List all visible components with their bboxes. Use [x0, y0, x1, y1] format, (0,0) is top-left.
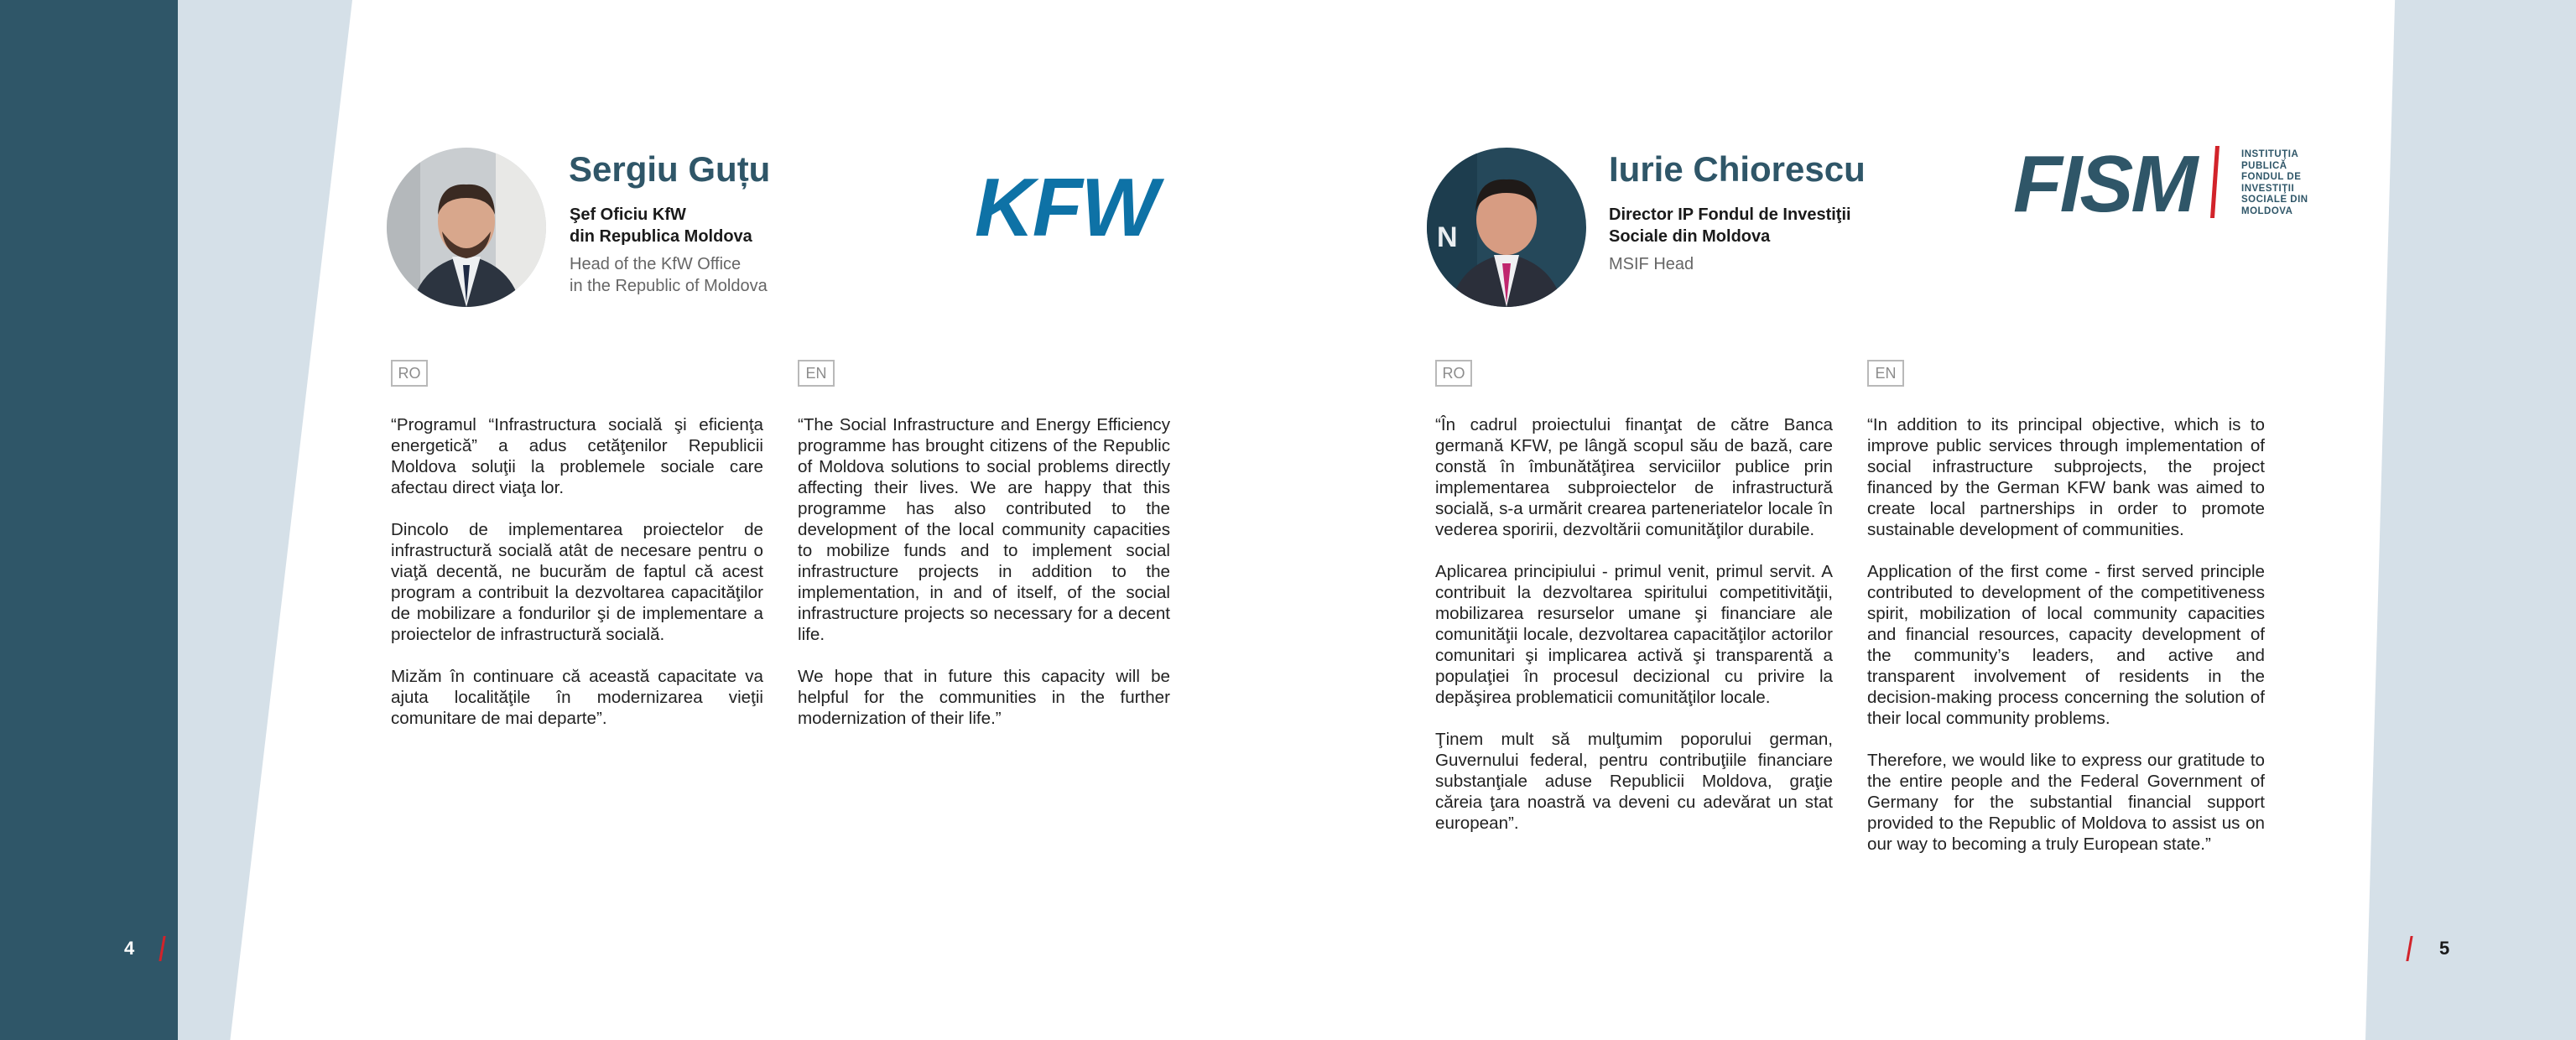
- lang-label-en: EN: [798, 360, 835, 387]
- quote-paragraph: “In addition to its principal objective, which is to improve public services through implementation of social infrastructure subprojects, the project financed by the German KFW bank was aimed to create local partnerships in order to promote sustainable development of communities.: [1867, 415, 2265, 539]
- quote-paragraph: Aplicarea principiului - primul venit, primul servit. A contribuit la dezvoltarea spiritului competitivităţii, mobilizarea resurselor umane şi financiare ale comunităţii locale, dezvoltarea capacităţilor actorilor comunitari şi implicarea activă şi transparentă a populaţiei în procesul decizional cu privire la depăşirea problematicii comunităţilor locale.: [1435, 562, 1833, 707]
- fism-subtext-line: MOLDOVA: [2241, 205, 2293, 216]
- role-ro-line-1: Director IP Fondul de Investiţii: [1609, 205, 1851, 224]
- fism-logo-divider: [2210, 146, 2220, 218]
- role-en-line-2: in the Republic of Moldova: [570, 277, 768, 295]
- quote-paragraph: Therefore, we would like to express our gratitude to the entire people and the Federal Government of Germany for the substantial financial support provided to the Republic of Moldova to assist us on our way to becoming a truly European state.”: [1867, 751, 2265, 854]
- quote-ro-column: [1435, 414, 1833, 855]
- quote-en-column: [1867, 414, 2265, 876]
- lang-label-en: EN: [1867, 360, 1904, 387]
- avatar-iurie-chiorescu: [1427, 148, 1586, 307]
- role-ro-line-1: Şef Oficiu KfW: [570, 205, 686, 224]
- quote-paragraph: Ţinem mult să mulţumim poporului german, Guvernului federal, pentru contribuţiile financiare substanţiale aduse Republicii Moldova, graţie căreia ţara noastră va deveni cu adevărat un stat european”.: [1435, 730, 1833, 833]
- lang-label-ro: RO: [391, 360, 428, 387]
- quote-paragraph: Application of the first come - first served principle contributed to development of the competitiveness spirit, mobilization of local community capacities and financial resources, capacity development of the community’s leaders, and active and transparent involvement of residents in the decision-making process concerning the solution of their local community problems.: [1867, 562, 2265, 728]
- speaker-role-ro: [1609, 204, 1851, 247]
- page-number-left: 4: [124, 938, 135, 959]
- role-ro-line-2: din Republica Moldova: [570, 227, 752, 246]
- role-ro-line-2: Sociale din Moldova: [1609, 227, 1771, 246]
- fism-subtext-line: INSTITUŢIA: [2241, 149, 2299, 159]
- speaker-role-ro: [570, 204, 752, 247]
- fism-subtext-line: FONDUL DE: [2241, 172, 2302, 182]
- speaker-name: Iurie Chiorescu: [1609, 149, 1866, 189]
- page-number-right: 5: [2439, 938, 2450, 959]
- quote-paragraph: Mizăm în continuare că această capacitate va ajuta localităţile în modernizarea vieţii comunitare de mai departe”.: [391, 667, 763, 728]
- kfw-logo: KFW: [975, 161, 1158, 253]
- role-en-line-1: Head of the KfW Office: [570, 255, 742, 273]
- fism-subtext-line: SOCIALE DIN: [2241, 195, 2308, 205]
- right-page-light-band: [2365, 0, 2576, 1040]
- quote-paragraph: “În cadrul proiectului finanţat de către Banca germană KFW, pe lângă scopul său de bază, care constă în îmbunătăţirea serviciilor publice prin implementarea subproiectelor de infrastructură socială, s-a urmărit crearea parteneriatelor locale în vederea sporirii, dezvoltării comunităţilor durabile.: [1435, 415, 1833, 539]
- quote-en-column: [798, 414, 1170, 750]
- svg-text:N: N: [1437, 221, 1458, 253]
- fism-logo-subtext: [2241, 149, 2308, 217]
- speaker-role-en: [570, 253, 768, 297]
- speaker-name: Sergiu Guțu: [569, 149, 771, 189]
- fism-subtext-line: INVESTIŢII: [2241, 183, 2295, 194]
- quote-paragraph: “Programul “Infrastructura socială şi eficienţa energetică” a adus cetăţenilor Republicii Moldova soluţii la problemele sociale care afectau direct viaţa lor.: [391, 415, 763, 497]
- quote-paragraph: “The Social Infrastructure and Energy Efficiency programme has brought citizens of the Republic of Moldova solutions to social problems directly affecting their lives. We are happy that this programme has also contributed to the development of the local community capacities to mobilize funds and to implement social infrastructure projects in addition to the implementation, in and of itself, of the social infrastructure projects so necessary for a decent life.: [798, 415, 1170, 644]
- left-page-light-band: [178, 0, 352, 1040]
- speaker-role-en: MSIF Head: [1609, 255, 1694, 273]
- quote-paragraph: Dincolo de implementarea proiectelor de infrastructură socială atât de necesare pentru o viaţă decentă, ne bucurăm de faptul că acest program a contribuit la dezvoltarea capacităţilor de mobilizare a fondurilor şi de implementare a proiectelor de infrastructură socială.: [391, 520, 763, 644]
- quote-ro-column: [391, 414, 763, 750]
- fism-logo: FISM: [2013, 139, 2196, 229]
- lang-label-ro: RO: [1435, 360, 1472, 387]
- avatar-sergiu-gutu: [387, 148, 546, 307]
- fism-subtext-line: PUBLICĂ: [2241, 160, 2287, 171]
- quote-paragraph: We hope that in future this capacity will be helpful for the communities in the further modernization of their life.”: [798, 667, 1170, 728]
